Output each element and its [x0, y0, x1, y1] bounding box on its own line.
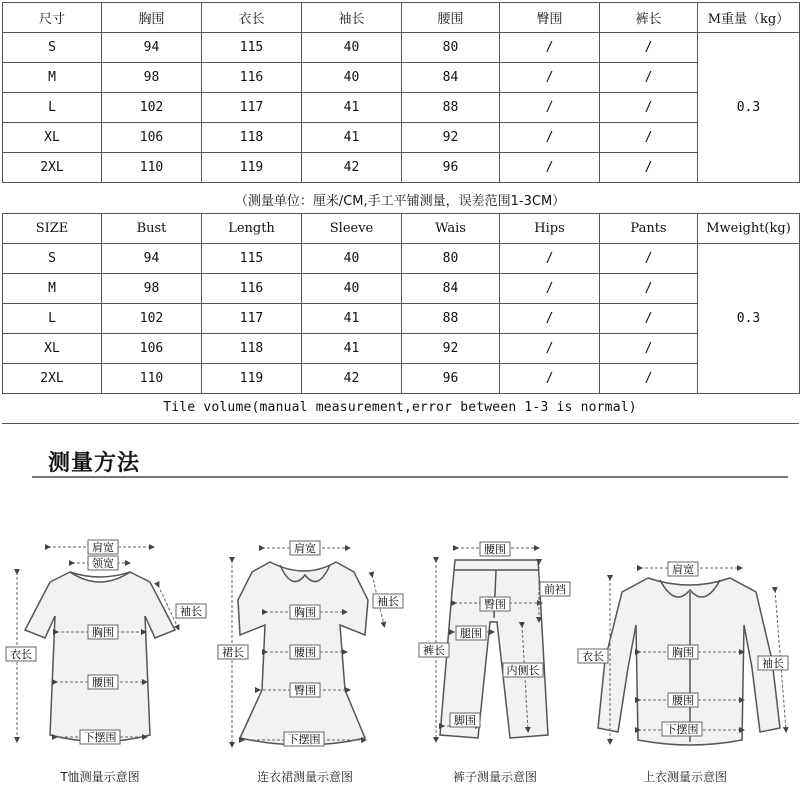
measurement-note-cn: （测量单位：厘米/CM,手工平铺测量，误差范围1-3CM）	[234, 194, 566, 209]
label-chest: 胸围	[92, 626, 114, 639]
waist-cell: 92	[402, 334, 500, 364]
label-chest: 胸围	[672, 646, 694, 659]
hips-cell: /	[500, 93, 600, 123]
label-shoulder: 肩宽	[294, 542, 316, 555]
caption-tshirt: T恤测量示意图	[60, 770, 140, 784]
size-cell: M	[3, 274, 102, 304]
length-cell: 116	[202, 63, 302, 93]
tshirt-diagram	[25, 572, 175, 742]
table-row	[3, 274, 800, 304]
header-cell: Mweight(kg)	[698, 214, 800, 244]
bust-cell: 98	[102, 274, 202, 304]
length-cell: 115	[202, 244, 302, 274]
label-shoulder: 肩宽	[672, 563, 694, 576]
header-cell: SIZE	[3, 214, 102, 244]
length-cell: 117	[202, 304, 302, 334]
pants-cell: /	[600, 123, 698, 153]
bust-cell: 106	[102, 123, 202, 153]
table-header-row	[3, 214, 800, 244]
header-cell: 臀围	[500, 3, 600, 33]
waist-cell: 88	[402, 93, 500, 123]
bust-cell: 94	[102, 244, 202, 274]
bust-cell: 106	[102, 334, 202, 364]
length-cell: 118	[202, 334, 302, 364]
label-length: 裤长	[423, 644, 445, 657]
measurement-diagrams	[0, 520, 800, 800]
size-table-en	[2, 213, 800, 394]
divider	[2, 423, 799, 424]
bust-cell: 102	[102, 304, 202, 334]
pants-cell: /	[600, 274, 698, 304]
pants-cell: /	[600, 334, 698, 364]
caption-dress: 连衣裙测量示意图	[256, 770, 353, 784]
label-hem: 下摆围	[287, 733, 321, 746]
waist-cell: 80	[402, 33, 500, 63]
header-cell: Pants	[600, 214, 698, 244]
pants-diagram	[440, 560, 548, 738]
size-cell: S	[3, 33, 102, 63]
length-cell: 115	[202, 33, 302, 63]
header-cell: Length	[202, 214, 302, 244]
sleeve-cell: 41	[302, 123, 402, 153]
table-header-row	[3, 3, 800, 33]
label-length: 衣长	[10, 648, 32, 661]
size-cell: S	[3, 244, 102, 274]
hips-cell: /	[500, 274, 600, 304]
bust-cell: 98	[102, 63, 202, 93]
sleeve-cell: 42	[302, 364, 402, 394]
label-sleeve: 袖长	[762, 657, 784, 670]
length-cell: 117	[202, 93, 302, 123]
section-divider	[32, 476, 788, 478]
waist-cell: 96	[402, 153, 500, 183]
waist-cell: 84	[402, 274, 500, 304]
label-rise: 前裆	[544, 583, 566, 596]
sleeve-cell: 40	[302, 244, 402, 274]
coat-diagram	[598, 578, 780, 745]
table-row	[3, 364, 800, 394]
label-length: 裙长	[222, 646, 244, 659]
label-leg-opening: 脚围	[454, 714, 476, 727]
table-row	[3, 63, 800, 93]
label-inseam: 内侧长	[506, 664, 540, 677]
pants-cell: /	[600, 93, 698, 123]
pants-cell: /	[600, 33, 698, 63]
table-row	[3, 334, 800, 364]
label-hem: 下摆围	[665, 723, 699, 736]
label-hip: 臀围	[484, 598, 506, 611]
waist-cell: 96	[402, 364, 500, 394]
label-waist: 腰围	[484, 543, 506, 556]
weight-cell: 0.3	[698, 33, 800, 183]
size-cell: L	[3, 304, 102, 334]
sleeve-cell: 41	[302, 334, 402, 364]
table-row	[3, 33, 800, 63]
label-length: 衣长	[582, 650, 604, 663]
label-thigh: 腿围	[460, 627, 482, 640]
label-waist: 腰围	[92, 676, 114, 689]
label-neck: 领宽	[92, 557, 114, 570]
sleeve-cell: 41	[302, 93, 402, 123]
header-cell: Bust	[102, 214, 202, 244]
hips-cell: /	[500, 63, 600, 93]
bust-cell: 110	[102, 153, 202, 183]
size-cell: 2XL	[3, 153, 102, 183]
hips-cell: /	[500, 153, 600, 183]
sleeve-cell: 40	[302, 63, 402, 93]
pants-cell: /	[600, 304, 698, 334]
hips-cell: /	[500, 304, 600, 334]
sleeve-cell: 42	[302, 153, 402, 183]
label-hem: 下摆围	[83, 731, 117, 744]
header-cell: 袖长	[302, 3, 402, 33]
pants-cell: /	[600, 153, 698, 183]
length-cell: 119	[202, 153, 302, 183]
waist-cell: 88	[402, 304, 500, 334]
caption-pants: 裤子测量示意图	[452, 770, 537, 784]
size-table-cn	[2, 2, 800, 183]
label-sleeve: 袖长	[377, 595, 399, 608]
label-waist: 腰围	[672, 694, 694, 707]
sleeve-cell: 40	[302, 33, 402, 63]
header-cell: 裤长	[600, 3, 698, 33]
length-cell: 119	[202, 364, 302, 394]
sleeve-cell: 41	[302, 304, 402, 334]
size-cell: XL	[3, 334, 102, 364]
table-row	[3, 93, 800, 123]
bust-cell: 110	[102, 364, 202, 394]
bust-cell: 102	[102, 93, 202, 123]
label-waist: 腰围	[294, 646, 316, 659]
hips-cell: /	[500, 364, 600, 394]
hips-cell: /	[500, 33, 600, 63]
label-shoulder: 肩宽	[92, 541, 114, 554]
pants-cell: /	[600, 364, 698, 394]
waist-cell: 84	[402, 63, 500, 93]
weight-cell: 0.3	[698, 244, 800, 394]
section-title: 测量方法	[48, 451, 141, 476]
measurement-note-en: Tile volume(manual measurement,error between 1-3 is normal)	[163, 400, 637, 415]
header-cell: Wais	[402, 214, 500, 244]
header-cell: 衣长	[202, 3, 302, 33]
hips-cell: /	[500, 123, 600, 153]
size-cell: XL	[3, 123, 102, 153]
table-row	[3, 123, 800, 153]
hips-cell: /	[500, 244, 600, 274]
header-cell: 胸围	[102, 3, 202, 33]
caption-coat: 上衣测量示意图	[642, 770, 727, 784]
table-row	[3, 153, 800, 183]
pants-cell: /	[600, 244, 698, 274]
header-cell: 尺寸	[3, 3, 102, 33]
length-cell: 116	[202, 274, 302, 304]
hips-cell: /	[500, 334, 600, 364]
table-row	[3, 244, 800, 274]
label-chest: 胸围	[294, 606, 316, 619]
header-cell: Sleeve	[302, 214, 402, 244]
size-cell: L	[3, 93, 102, 123]
size-cell: 2XL	[3, 364, 102, 394]
header-cell: 腰围	[402, 3, 500, 33]
header-cell: Hips	[500, 214, 600, 244]
size-cell: M	[3, 63, 102, 93]
length-cell: 118	[202, 123, 302, 153]
header-cell: M重量（kg）	[698, 3, 800, 33]
bust-cell: 94	[102, 33, 202, 63]
table-row	[3, 304, 800, 334]
sleeve-cell: 40	[302, 274, 402, 304]
label-hip: 臀围	[294, 684, 316, 697]
waist-cell: 92	[402, 123, 500, 153]
label-sleeve: 袖长	[180, 605, 202, 618]
waist-cell: 80	[402, 244, 500, 274]
pants-cell: /	[600, 63, 698, 93]
